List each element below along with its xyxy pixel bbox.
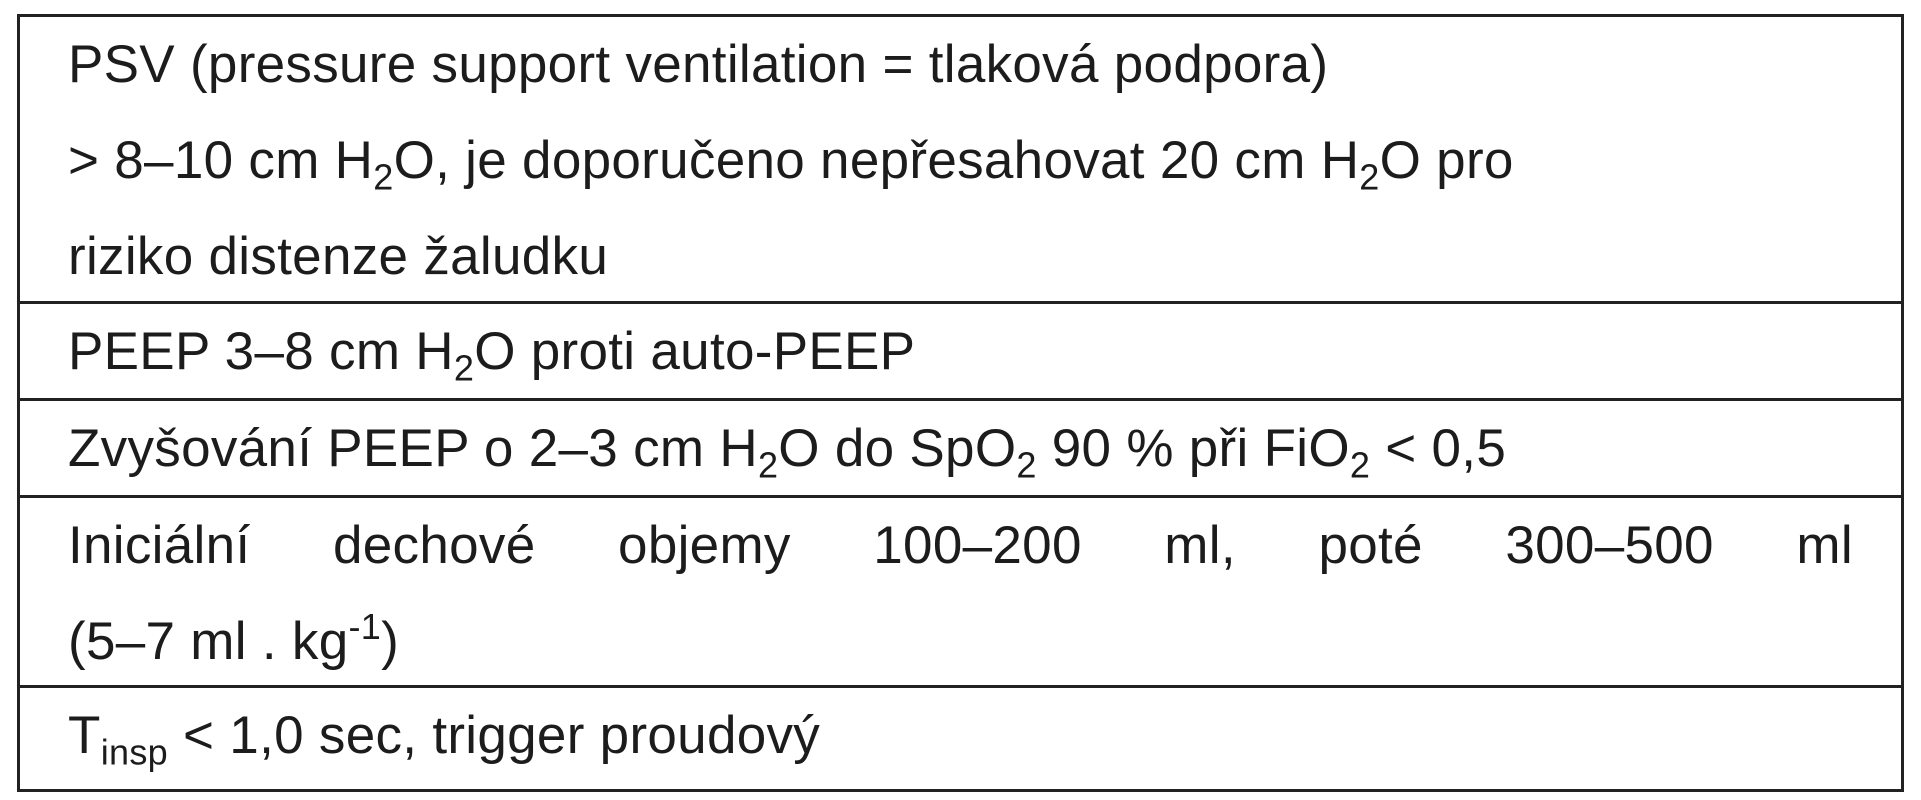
word: Iniciální	[68, 516, 251, 575]
word: ml,	[1164, 516, 1236, 575]
subscript: 2	[757, 444, 779, 486]
text: O proti auto-PEEP	[474, 322, 916, 381]
subscript: 2	[1016, 444, 1037, 486]
text: O do SpO	[778, 419, 1017, 478]
word: 100–200	[873, 516, 1082, 575]
subscript: 2	[453, 347, 475, 389]
tidal-volume-line-1	[68, 498, 1853, 594]
text: T	[68, 706, 101, 765]
tidal-volume-line-2	[68, 594, 1853, 690]
table-row-inspiratory-time	[20, 685, 1901, 789]
word: objemy	[618, 516, 791, 575]
psv-line-1	[68, 17, 1853, 113]
text: O, je doporučeno nepřesahovat 20 cm H	[393, 131, 1360, 190]
word: dechové	[332, 516, 536, 575]
table-row-psv	[20, 17, 1901, 301]
table-row-peep	[20, 301, 1901, 398]
text: O pro	[1379, 131, 1514, 190]
subscript: insp	[100, 731, 168, 773]
table-row-peep-increase	[20, 398, 1901, 495]
psv-line-3	[68, 209, 1853, 305]
text: PSV (pressure support ventilation = tlaková podpora)	[68, 35, 1329, 94]
text: < 1,0 sec, trigger proudový	[168, 706, 821, 765]
text: )	[381, 612, 400, 671]
text: riziko distenze žaludku	[68, 227, 609, 286]
table-row-tidal-volume	[20, 495, 1901, 685]
peep-line	[68, 304, 1853, 400]
text: > 8–10 cm H	[68, 131, 374, 190]
word: poté	[1318, 516, 1423, 575]
text: < 0,5	[1370, 419, 1507, 478]
text: Zvyšování PEEP o 2–3 cm H	[68, 419, 758, 478]
text: 90 % při FiO	[1036, 419, 1350, 478]
ventilation-settings-table	[17, 14, 1904, 792]
word: ml	[1796, 516, 1853, 575]
psv-line-2	[68, 113, 1853, 209]
subscript: 2	[1359, 156, 1380, 198]
word: 300–500	[1505, 516, 1714, 575]
subscript: 2	[1349, 444, 1371, 486]
subscript: 2	[373, 156, 394, 198]
superscript: -1	[348, 606, 382, 648]
inspiratory-time-line	[68, 688, 1853, 784]
peep-increase-line	[68, 401, 1853, 497]
text: (5–7 ml . kg	[68, 612, 349, 671]
text: PEEP 3–8 cm H	[68, 322, 454, 381]
